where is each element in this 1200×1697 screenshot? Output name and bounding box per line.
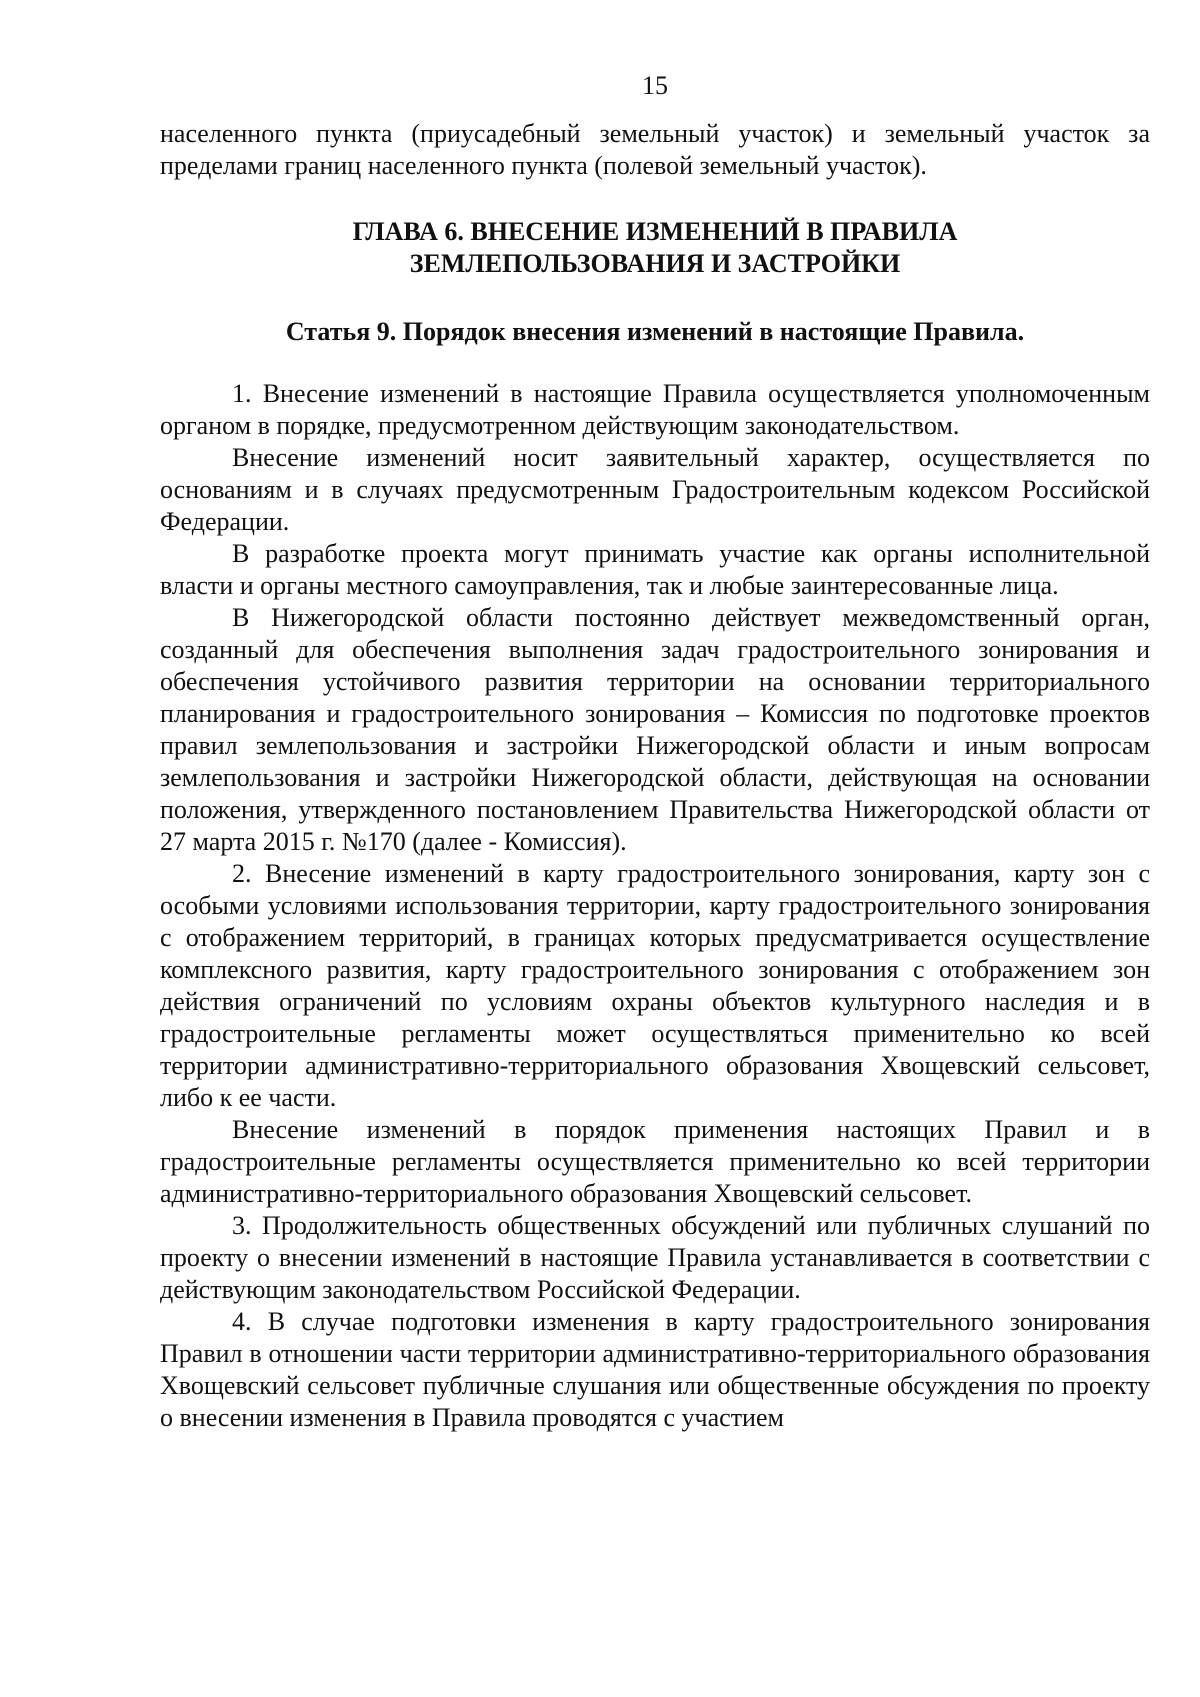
chapter-title-line-1: ГЛАВА 6. ВНЕСЕНИЕ ИЗМЕНЕНИЙ В ПРАВИЛА [352,217,958,246]
paragraph-6: Внесение изменений в порядок применения настоящих Правил и в градостроительные регламенты осуществляется применительно ко всей территории административно-территориального образования Хвощевский сельсовет. [160,1115,1150,1208]
chapter-title-line-2: ЗЕМЛЕПОЛЬЗОВАНИЯ И ЗАСТРОЙКИ [409,249,901,278]
paragraph-8: 4. В случае подготовки изменения в карту градостроительного зонирования Правил в отношении части территории административно-территориального образования Хвощевский сельсовет публичные слушания или общественные обсуждения по проекту о внесении изменения в Правила проводятся с участием [160,1307,1150,1432]
intro-paragraph: населенного пункта (приусадебный земельный участок) и земельный участок за пределами границ населенного пункта (полевой земельный участок). [160,119,1150,180]
paragraph-3: В разработке проекта могут принимать участие как органы исполнительной власти и органы местного самоуправления, так и любые заинтересованные лица. [160,539,1150,600]
paragraph-1: 1. Внесение изменений в настоящие Правила осуществляется уполномоченным органом в порядке, предусмотренном действующим законодательством. [160,379,1150,440]
paragraph-7: 3. Продолжительность общественных обсуждений или публичных слушаний по проекту о внесении изменений в настоящие Правила устанавливается в соответствии с действующим законодательством Российской Федерации. [160,1211,1150,1304]
article-title: Статья 9. Порядок внесения изменений в настоящие Правила. [285,317,1025,346]
paragraph-2: Внесение изменений носит заявительный характер, осуществляется по основаниям и в случаях предусмотренным Градостроительным кодексом Российской Федерации. [160,443,1150,536]
page-number: 15 [642,71,668,100]
document-page [160,70,1150,1434]
paragraph-4: В Нижегородской области постоянно действует межведомственный орган, созданный для обеспечения выполнения задач градостроительного зонирования и обеспечения устойчивого развития территории на основании территориального планирования и градостроительного зонирования – Комиссия по подготовке проектов правил землепользования и застройки Нижегородской области и иным вопросам землепользования и застройки Нижегородской области, действующая на основании положения, утвержденного постановлением Правительства Нижегородской области от 27 марта 2015 г. №170 (далее - Комиссия). [160,603,1150,856]
chapter-title [160,216,1150,280]
paragraph-5: 2. Внесение изменений в карту градостроительного зонирования, карту зон с особыми условиями использования территории, карту градостроительного зонирования с отображением территорий, в границах которых предусматривается осуществление комплексного развития, карту градостроительного зонирования с отображением зон действия ограничений по условиям охраны объектов культурного наследия и в градостроительные регламенты может осуществляться применительно ко всей территории административно-территориального образования Хвощевский сельсовет, либо к ее части. [160,859,1150,1112]
